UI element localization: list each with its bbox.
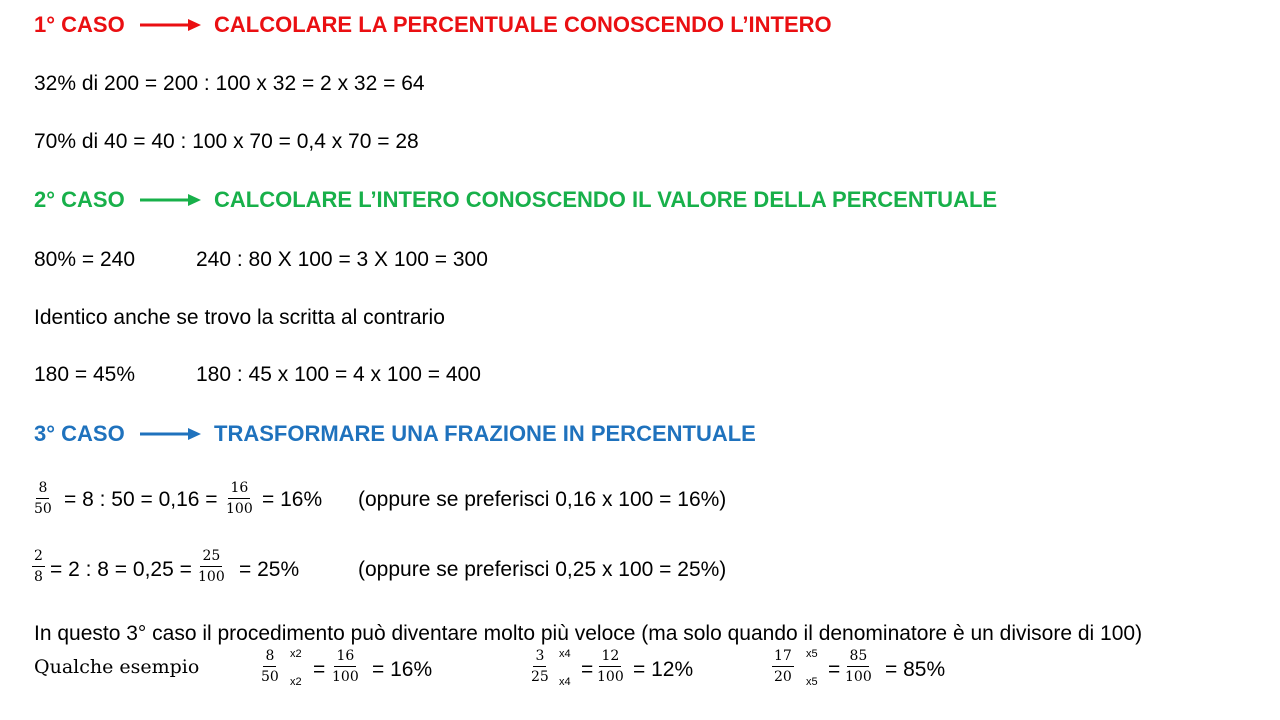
examples-label: Qualche esempio: [34, 656, 200, 678]
fraction-numerator: 3: [533, 649, 546, 667]
fraction-denominator: 50: [34, 501, 52, 517]
case3-example-1-alternative: (oppure se preferisci 0,16 x 100 = 16%): [358, 488, 727, 511]
multiplier-label: x4: [559, 648, 571, 660]
fraction-numerator: 8: [263, 649, 276, 667]
fraction: [772, 649, 794, 684]
case1-example-1: 32% di 200 = 200 : 100 x 32 = 2 x 32 = 64: [34, 72, 425, 95]
case1-example-2: 70% di 40 = 40 : 100 x 70 = 0,4 x 70 = 28: [34, 130, 419, 153]
fraction-numerator: 12: [599, 649, 621, 667]
fraction-numerator: 16: [334, 649, 356, 667]
fraction-numerator: 25: [200, 549, 222, 567]
case2-example-1: [34, 248, 488, 271]
case3-example-1-result: = 16%: [262, 488, 323, 511]
case2-example-1-calc: 240 : 80 X 100 = 3 X 100 = 300: [196, 248, 488, 271]
case2-label: 2° CASO: [34, 187, 125, 212]
equals-sign: =: [313, 658, 326, 681]
case2-example-2: [34, 363, 481, 386]
fraction-numerator: 17: [772, 649, 794, 667]
case2-example-1-given: 80% = 240: [34, 248, 136, 271]
case3-example-2-division: = 2 : 8 = 0,25 =: [50, 558, 192, 581]
fraction: [330, 649, 361, 684]
fraction: [259, 649, 281, 684]
fraction: [843, 649, 874, 684]
arrow-right-icon: [140, 16, 202, 34]
fraction-denominator: 8: [34, 569, 43, 585]
equals-sign: =: [581, 658, 594, 681]
fraction: [529, 649, 551, 684]
case2-title: CALCOLARE L’INTERO CONOSCENDO IL VALORE DELLA PERCENTUALE: [214, 187, 998, 212]
case2-example-2-calc: 180 : 45 x 100 = 4 x 100 = 400: [196, 363, 481, 386]
fraction-denominator: 20: [774, 669, 792, 685]
example-result: = 16%: [372, 658, 433, 681]
multiplier-label: x2: [290, 648, 302, 660]
case3-title: TRASFORMARE UNA FRAZIONE IN PERCENTUALE: [214, 421, 756, 446]
fraction: [224, 481, 255, 516]
case3-note: In questo 3° caso il procedimento può diventare molto più veloce (ma solo quando il denominatore è un divisore di 100): [34, 622, 1143, 645]
case2-note: Identico anche se trovo la scritta al contrario: [34, 306, 445, 329]
fraction-numerator: 16: [228, 481, 250, 499]
fraction-denominator: 25: [531, 669, 549, 685]
fraction-denominator: 100: [845, 669, 872, 685]
arrow-right-icon: [140, 191, 202, 209]
case3-example-2-alternative: (oppure se preferisci 0,25 x 100 = 25%): [358, 558, 727, 581]
fraction-denominator: 100: [597, 669, 624, 685]
fraction: [32, 549, 45, 584]
example-result: = 85%: [885, 658, 946, 681]
example-result: = 12%: [633, 658, 694, 681]
fraction-numerator: 8: [36, 481, 49, 499]
case3-example-2-result: = 25%: [239, 558, 300, 581]
arrow-right-icon: [140, 425, 202, 443]
fraction-denominator: 100: [226, 501, 253, 517]
multiplier-label: x2: [290, 676, 302, 688]
fraction-denominator: 100: [198, 569, 225, 585]
case1-title: CALCOLARE LA PERCENTUALE CONOSCENDO L’INTERO: [214, 12, 832, 37]
case1-label: 1° CASO: [34, 12, 125, 37]
fraction-numerator: 85: [847, 649, 869, 667]
multiplier-label: x4: [559, 676, 571, 688]
equals-sign: =: [828, 658, 841, 681]
multiplier-label: x5: [806, 676, 818, 688]
fraction: [32, 481, 54, 516]
case3-label: 3° CASO: [34, 421, 125, 446]
fraction-numerator: 2: [32, 549, 45, 567]
fraction: [196, 549, 227, 584]
fraction: [595, 649, 626, 684]
fraction-denominator: 50: [261, 669, 279, 685]
case3-example-1-division: = 8 : 50 = 0,16 =: [64, 488, 218, 511]
fraction-denominator: 100: [332, 669, 359, 685]
multiplier-label: x5: [806, 648, 818, 660]
case2-example-2-given: 180 = 45%: [34, 363, 136, 386]
